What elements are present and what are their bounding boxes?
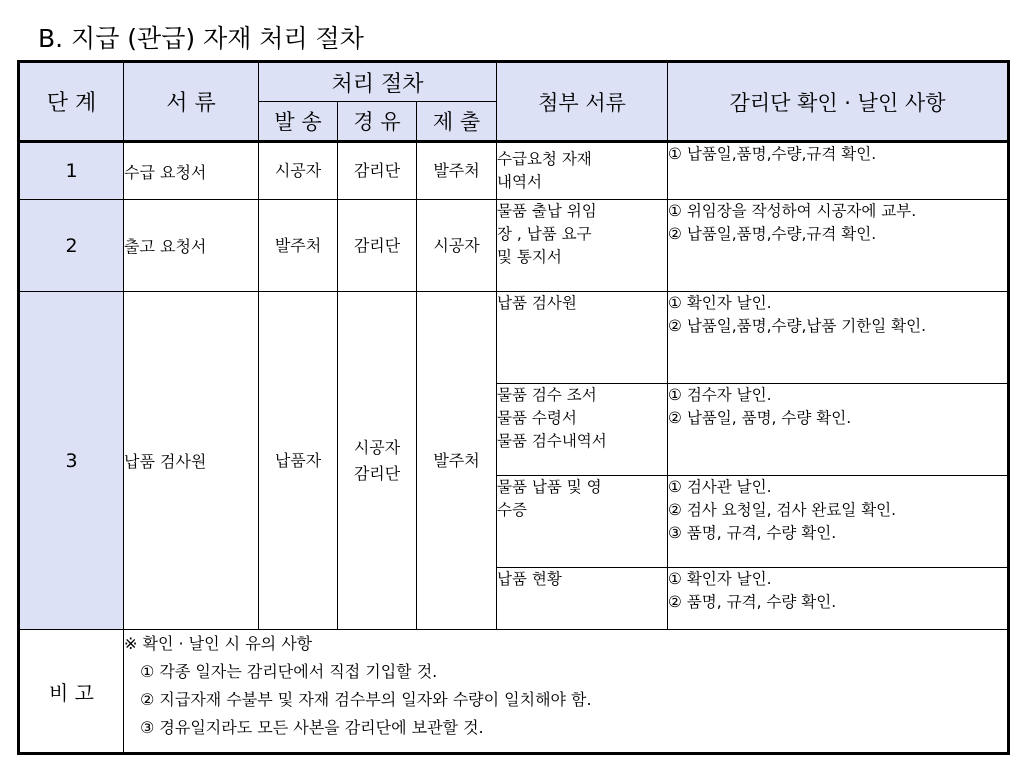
check-item: ① 검수자 날인. (668, 386, 772, 404)
attachment-line: 물품 검수 조서 (497, 386, 597, 404)
header-via: 경 유 (338, 102, 417, 142)
header-procedure: 처리 절차 (259, 62, 497, 102)
check-item: ① 납품일,품명,수량,규격 확인. (668, 145, 877, 163)
attachment-line: 수급요청 자재 (497, 150, 592, 168)
submit-party: 발주처 (417, 142, 497, 200)
header-document: 서 류 (124, 62, 259, 142)
check-item: ③ 품명, 규격, 수량 확인. (668, 524, 837, 542)
attachment-cell (497, 384, 668, 476)
attachment-line: 장 , 납품 요구 (497, 225, 592, 243)
attachment-cell (497, 476, 668, 568)
check-item: ② 납품일, 품명, 수량 확인. (668, 409, 852, 427)
remarks-row (19, 630, 1009, 754)
attachment-line: 물품 납품 및 영 (497, 478, 602, 496)
attachment-line: 납품 현황 (497, 570, 562, 588)
via-party (338, 292, 417, 630)
attachment-cell (497, 200, 668, 292)
header-step: 단 계 (19, 62, 124, 142)
attachment-cell (497, 568, 668, 630)
check-cell (668, 568, 1009, 630)
check-item: ② 검사 요청일, 검사 완료일 확인. (668, 501, 897, 519)
check-item: ② 품명, 규격, 수량 확인. (668, 593, 837, 611)
send-party: 발주처 (259, 200, 338, 292)
attachment-line: 수증 (497, 501, 527, 519)
via-party: 감리단 (338, 142, 417, 200)
attachment-cell (497, 292, 668, 384)
submit-party: 발주처 (417, 292, 497, 630)
check-cell (668, 476, 1009, 568)
attachment-line: 물품 출납 위임 (497, 202, 597, 220)
step-number: 1 (19, 142, 124, 200)
header-submit: 제 출 (417, 102, 497, 142)
document-name: 수급 요청서 (124, 142, 259, 200)
header-send: 발 송 (259, 102, 338, 142)
page-title: B. 지급 (관급) 자재 처리 절차 (38, 24, 364, 53)
attachment-cell (497, 142, 668, 200)
procedure-table (17, 60, 1010, 755)
table-row (19, 292, 1009, 384)
attachment-line: 납품 검사원 (497, 294, 577, 312)
remarks-item: ① 각종 일자는 감리단에서 직접 기입할 것. (140, 662, 438, 681)
check-item: ① 확인자 날인. (668, 294, 772, 312)
check-item: ① 검사관 날인. (668, 478, 772, 496)
table-row (19, 142, 1009, 200)
check-cell (668, 384, 1009, 476)
check-item: ① 위임장을 작성하여 시공자에 교부. (668, 202, 917, 220)
remarks-heading: ※ 확인 · 날인 시 유의 사항 (124, 634, 313, 653)
document-name: 출고 요청서 (124, 200, 259, 292)
attachment-line: 내역서 (497, 173, 542, 191)
send-party: 납품자 (259, 292, 338, 630)
check-cell (668, 292, 1009, 384)
attachment-line: 및 통지서 (497, 248, 562, 266)
check-item: ② 납품일,품명,수량,납품 기한일 확인. (668, 317, 927, 335)
via-party-line: 시공자 (353, 437, 401, 457)
check-item: ② 납품일,품명,수량,규격 확인. (668, 225, 877, 243)
table-row (19, 200, 1009, 292)
via-party-line: 감리단 (353, 463, 401, 483)
remarks-item: ② 지급자재 수불부 및 자재 검수부의 일자와 수량이 일치해야 함. (140, 690, 592, 709)
submit-party: 시공자 (417, 200, 497, 292)
check-cell (668, 200, 1009, 292)
step-number: 2 (19, 200, 124, 292)
attachment-line: 물품 검수내역서 (497, 432, 607, 450)
remarks-item: ③ 경유일지라도 모든 사본을 감리단에 보관할 것. (140, 718, 484, 737)
via-party: 감리단 (338, 200, 417, 292)
header-supervisor-check: 감리단 확인 · 날인 사항 (668, 62, 1009, 142)
check-cell (668, 142, 1009, 200)
send-party: 시공자 (259, 142, 338, 200)
header-attachments: 첨부 서류 (497, 62, 668, 142)
remarks-cell (124, 630, 1009, 754)
document-name: 납품 검사원 (124, 292, 259, 630)
check-item: ① 확인자 날인. (668, 570, 772, 588)
step-number: 3 (19, 292, 124, 630)
attachment-line: 물품 수령서 (497, 409, 577, 427)
remarks-label: 비 고 (19, 630, 124, 754)
